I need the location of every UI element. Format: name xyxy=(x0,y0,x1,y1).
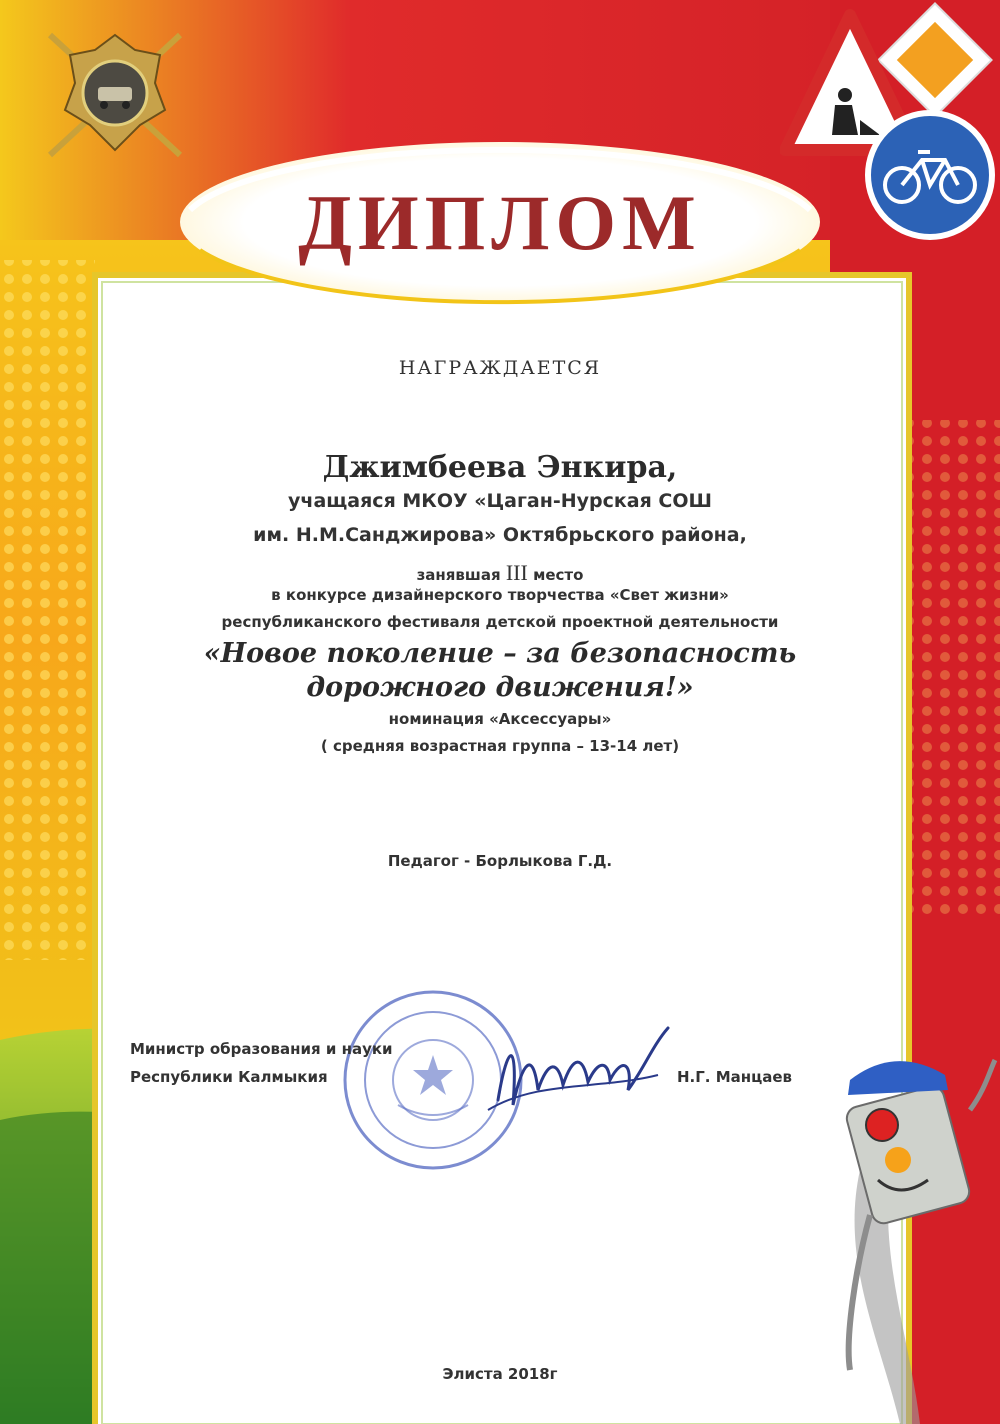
festival-line: республиканского фестиваля детской проектной деятельности xyxy=(221,613,779,631)
slogan-line-2: дорожного движения!» xyxy=(306,672,694,703)
minister-title-line-2: Республики Калмыкия xyxy=(130,1068,328,1086)
footer-place-year: Элиста 2018г xyxy=(442,1365,558,1383)
school-line-2: им. Н.М.Санджирова» Октябрьского района, xyxy=(253,524,747,546)
minister-name: Н.Г. Манцаев xyxy=(677,1068,793,1086)
teacher-line: Педагог - Борлыкова Г.Д. xyxy=(387,852,613,870)
minister-title-line-1: Министр образования и науки xyxy=(130,1040,393,1058)
recipient-name: Джимбеева Энкира, xyxy=(322,450,678,485)
nomination-line: номинация «Аксессуары» xyxy=(388,710,612,728)
awarded-heading: НАГРАЖДАЕТСЯ xyxy=(398,357,602,379)
contest-line: в конкурсе дизайнерского творчества «Свет жизни» xyxy=(271,586,729,604)
age-group-line: ( средняя возрастная группа – 13-14 лет) xyxy=(320,737,680,755)
place-number: III xyxy=(505,560,528,585)
traffic-police-emblem-icon xyxy=(40,25,190,165)
place-suffix: место xyxy=(533,566,584,584)
signature-icon xyxy=(478,1020,683,1130)
diploma-title: ДИПЛОМ xyxy=(298,179,702,266)
slogan-line-1: «Новое поколение – за безопасность xyxy=(203,638,797,669)
place-line xyxy=(0,560,1000,586)
place-prefix: занявшая xyxy=(416,566,501,584)
school-line-1: учащаяся МКОУ «Цаган-Нурская СОШ xyxy=(288,490,712,512)
